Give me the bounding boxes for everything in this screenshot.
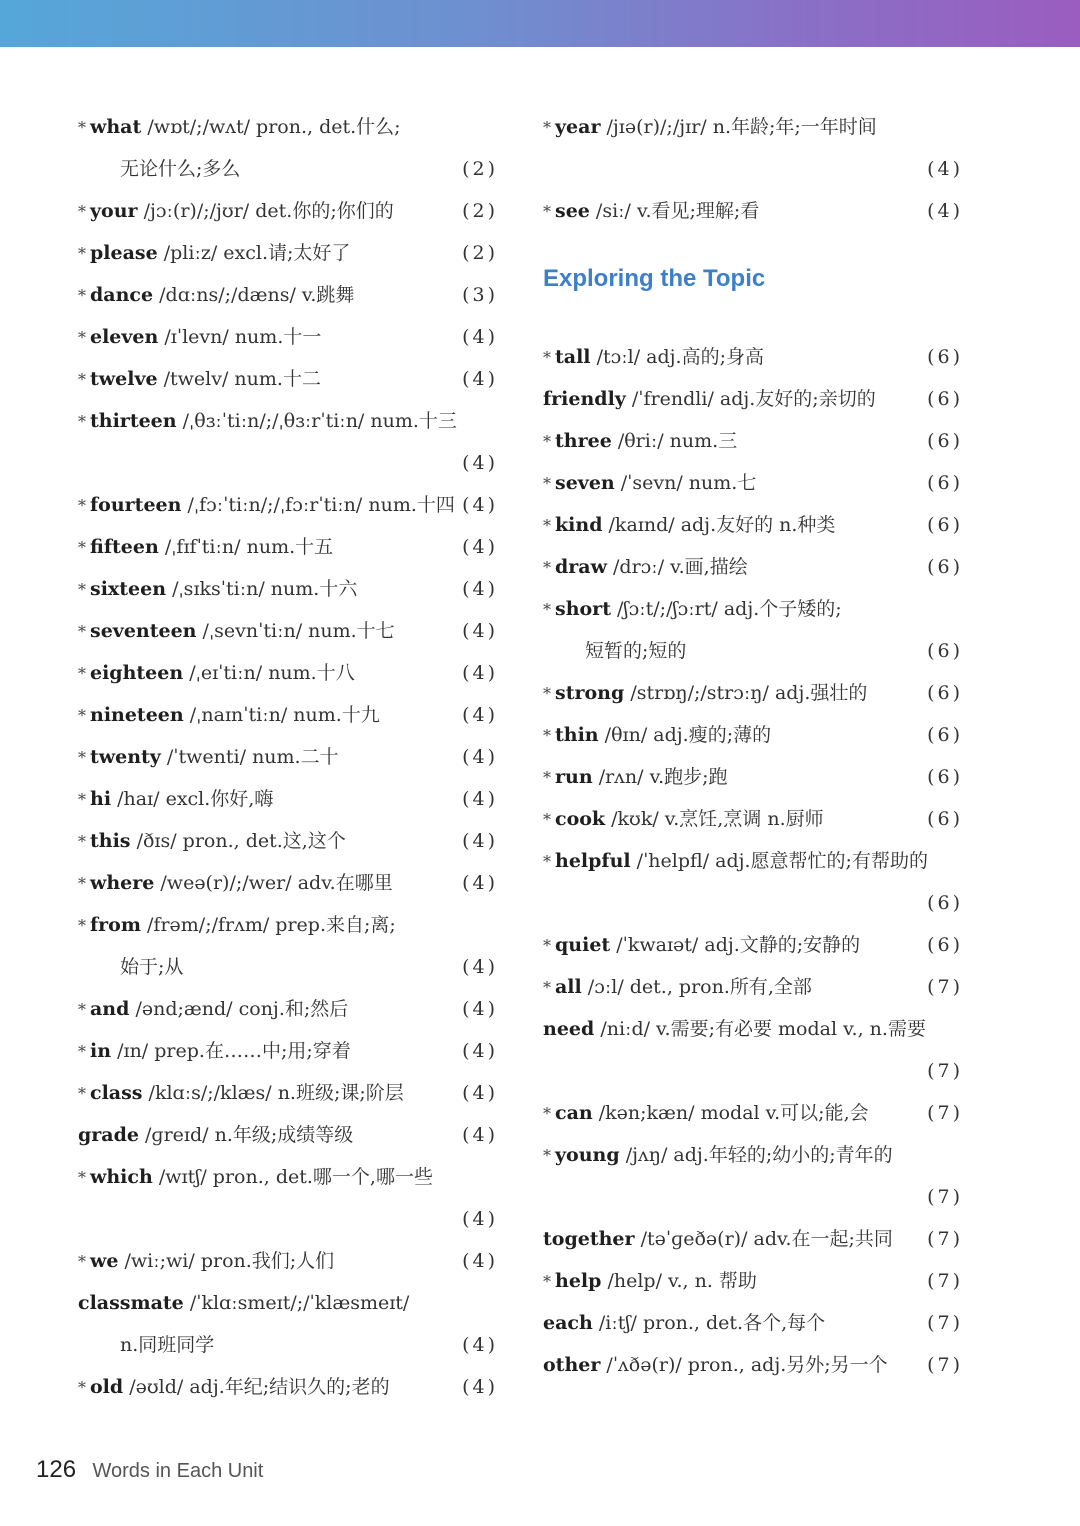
headword: strong (555, 682, 625, 704)
vocab-entry (543, 462, 963, 504)
vocab-entry (543, 798, 963, 840)
header-band (0, 0, 1080, 47)
definition: /jɔː(r)/;/jʊr/ det.你的;你们的 (143, 200, 394, 222)
definition: /tɔːl/ adj.高的;身高 (596, 346, 764, 368)
entry-continuation-text: 始于;从 (120, 956, 184, 978)
vocab-entry (78, 610, 498, 652)
vocab-entry (543, 672, 963, 714)
star-marker: * (78, 118, 86, 137)
headword: thirteen (90, 410, 177, 432)
star-marker: * (543, 348, 551, 367)
star-marker: * (543, 432, 551, 451)
star-marker: * (78, 370, 86, 389)
unit-number: (7) (927, 1354, 963, 1376)
unit-number: (6) (927, 682, 963, 704)
vocab-entry (78, 988, 498, 1030)
entry-continuation (78, 946, 498, 988)
vocab-entry (78, 736, 498, 778)
unit-number: (4) (462, 662, 498, 684)
definition: /ˈklɑːsmeɪt/;/ˈklæsmeɪt/ (189, 1292, 410, 1314)
headword: from (90, 914, 141, 936)
vocab-entry (78, 1030, 498, 1072)
entry-continuation (78, 148, 498, 190)
vocab-entry (78, 904, 498, 946)
definition: /niːd/ v.需要;有必要 modal v., n.需要 (600, 1018, 926, 1040)
unit-number: (4) (462, 578, 498, 600)
definition: /ɡreɪd/ n.年级;成绩等级 (145, 1124, 354, 1146)
definition: /ˈʌðə(r)/ pron., adj.另外;另一个 (606, 1354, 888, 1376)
vocab-entry (78, 694, 498, 736)
vocab-entry (543, 840, 963, 882)
unit-number: (4) (462, 536, 498, 558)
headword: see (555, 200, 590, 222)
definition: /ɔːl/ det., pron.所有,全部 (587, 976, 812, 998)
star-marker: * (78, 832, 86, 851)
star-marker: * (543, 202, 551, 221)
vocab-entry (543, 504, 963, 546)
vocab-entry (78, 190, 498, 232)
vocab-entry (78, 778, 498, 820)
unit-number: (6) (927, 472, 963, 494)
headword: hi (90, 788, 112, 810)
headword: cook (555, 808, 606, 830)
definition: /ɪˈlevn/ num.十一 (164, 326, 322, 348)
definition: /ʃɔːt/;/ʃɔːrt/ adj.个子矮的; (617, 598, 842, 620)
vocab-entry (543, 1092, 963, 1134)
definition: /drɔː/ v.画,描绘 (613, 556, 748, 578)
star-marker: * (78, 1042, 86, 1061)
headword: we (90, 1250, 119, 1272)
headword: quiet (555, 934, 611, 956)
definition: /jɪə(r)/;/jɪr/ n.年龄;年;一年时间 (606, 116, 877, 138)
headword: which (90, 1166, 153, 1188)
entry-continuation (543, 882, 963, 924)
star-marker: * (78, 622, 86, 641)
star-marker: * (543, 810, 551, 829)
star-marker: * (78, 538, 86, 557)
unit-number: (7) (927, 1186, 963, 1208)
star-marker: * (543, 1104, 551, 1123)
unit-number: (6) (927, 430, 963, 452)
vocab-entry (78, 1114, 498, 1156)
vocab-entry (543, 924, 963, 966)
vocab-entry (543, 336, 963, 378)
vocab-entry (78, 484, 498, 526)
unit-number: (4) (462, 1124, 498, 1146)
headword: can (555, 1102, 593, 1124)
definition: /pliːz/ excl.请;太好了 (163, 242, 351, 264)
unit-number: (6) (927, 640, 963, 662)
star-marker: * (78, 244, 86, 263)
vocab-entry (78, 232, 498, 274)
definition: /ənd;ænd/ conj.和;然后 (135, 998, 349, 1020)
definition: /rʌn/ v.跑步;跑 (598, 766, 728, 788)
definition: /ˈtwenti/ num.二十 (166, 746, 339, 768)
star-marker: * (78, 328, 86, 347)
headword: short (555, 598, 611, 620)
entry-continuation (543, 1176, 963, 1218)
definition: /kʊk/ v.烹饪,烹调 n.厨师 (611, 808, 824, 830)
vocab-entry (78, 400, 498, 442)
vocab-entry (543, 756, 963, 798)
star-marker: * (78, 1168, 86, 1187)
star-marker: * (543, 684, 551, 703)
vocab-entry (78, 316, 498, 358)
star-marker: * (78, 1000, 86, 1019)
definition: /ˌθɜːˈtiːn/;/ˌθɜːrˈtiːn/ num.十三 (182, 410, 457, 432)
definition: /ðɪs/ pron., det.这,这个 (136, 830, 346, 852)
headword: this (90, 830, 131, 852)
definition: /wɒt/;/wʌt/ pron., det.什么; (147, 116, 401, 138)
unit-number: (4) (462, 956, 498, 978)
unit-number: (4) (927, 158, 963, 180)
unit-number: (7) (927, 1228, 963, 1250)
star-marker: * (543, 516, 551, 535)
definition: /wiː;wi/ pron.我们;人们 (124, 1250, 335, 1272)
star-marker: * (78, 1252, 86, 1271)
headword: dance (90, 284, 154, 306)
vocab-entry (543, 1134, 963, 1176)
vocab-entry (78, 568, 498, 610)
star-marker: * (78, 580, 86, 599)
headword: three (555, 430, 612, 452)
unit-number: (4) (462, 368, 498, 390)
entry-continuation (543, 1050, 963, 1092)
vocab-entry (78, 1366, 498, 1408)
left-column (78, 106, 498, 1408)
vocab-entry (543, 1218, 963, 1260)
definition: /ˌsevnˈtiːn/ num.十七 (202, 620, 395, 642)
star-marker: * (543, 852, 551, 871)
definition: /kən;kæn/ modal v.可以;能,会 (598, 1102, 869, 1124)
vocab-entry (78, 1282, 498, 1324)
unit-number: (7) (927, 1270, 963, 1292)
unit-number: (4) (462, 1250, 498, 1272)
headword: eleven (90, 326, 159, 348)
headword: fourteen (90, 494, 182, 516)
headword: seventeen (90, 620, 197, 642)
unit-number: (6) (927, 724, 963, 746)
definition: /klɑːs/;/klæs/ n.班级;课;阶层 (148, 1082, 404, 1104)
star-marker: * (543, 118, 551, 137)
definition: /kaɪnd/ adj.友好的 n.种类 (608, 514, 836, 536)
headword: what (90, 116, 142, 138)
section-heading: Exploring the Topic (543, 265, 766, 292)
star-marker: * (78, 202, 86, 221)
unit-number: (6) (927, 514, 963, 536)
unit-number: (4) (462, 788, 498, 810)
vocab-entry (543, 1302, 963, 1344)
star-marker: * (543, 558, 551, 577)
unit-number: (2) (462, 242, 498, 264)
unit-number: (4) (462, 704, 498, 726)
unit-number: (2) (462, 158, 498, 180)
entry-continuation-text: n.同班同学 (120, 1334, 215, 1356)
star-marker: * (78, 916, 86, 935)
definition: /ˈfrendli/ adj.友好的;亲切的 (631, 388, 876, 410)
definition: /twelv/ num.十二 (163, 368, 321, 390)
vocab-entry (543, 588, 963, 630)
star-marker: * (543, 726, 551, 745)
star-marker: * (78, 1378, 86, 1397)
star-marker: * (543, 474, 551, 493)
vocab-entry (543, 966, 963, 1008)
definition: /ɪn/ prep.在……中;用;穿着 (117, 1040, 351, 1062)
unit-number: (4) (462, 872, 498, 894)
definition: /ˌeɪˈtiːn/ num.十八 (189, 662, 355, 684)
headword: twenty (90, 746, 161, 768)
unit-number: (4) (462, 746, 498, 768)
vocab-entry (78, 1240, 498, 1282)
star-marker: * (78, 496, 86, 515)
vocab-entry (543, 714, 963, 756)
headword: sixteen (90, 578, 167, 600)
definition: /θriː/ num.三 (617, 430, 738, 452)
vocab-entry (543, 546, 963, 588)
unit-number: (4) (462, 830, 498, 852)
unit-number: (6) (927, 556, 963, 578)
right-column (543, 106, 963, 1386)
headword: each (543, 1312, 593, 1334)
page-footer (36, 1454, 263, 1486)
star-marker: * (543, 978, 551, 997)
definition: /ˌsɪksˈtiːn/ num.十六 (172, 578, 358, 600)
unit-number: (6) (927, 766, 963, 788)
headword: together (543, 1228, 635, 1250)
headword: your (90, 200, 138, 222)
unit-number: (6) (927, 934, 963, 956)
definition: /ˈhelpfl/ adj.愿意帮忙的;有帮助的 (636, 850, 928, 872)
definition: /siː/ v.看见;理解;看 (595, 200, 760, 222)
headword: run (555, 766, 593, 788)
star-marker: * (543, 1146, 551, 1165)
headword: thin (555, 724, 599, 746)
vocab-entry (78, 1156, 498, 1198)
unit-number: (4) (462, 1082, 498, 1104)
headword: seven (555, 472, 615, 494)
star-marker: * (543, 1272, 551, 1291)
unit-number: (6) (927, 892, 963, 914)
star-marker: * (78, 706, 86, 725)
unit-number: (4) (462, 998, 498, 1020)
vocab-entry (543, 106, 963, 148)
entry-continuation (78, 1324, 498, 1366)
headword: nineteen (90, 704, 184, 726)
unit-number: (6) (927, 808, 963, 830)
headword: twelve (90, 368, 158, 390)
definition: /ˌnaɪnˈtiːn/ num.十九 (189, 704, 380, 726)
entry-continuation-text: 无论什么;多么 (120, 158, 241, 180)
vocab-entry (78, 652, 498, 694)
headword: need (543, 1018, 595, 1040)
unit-number: (4) (462, 326, 498, 348)
definition: /frəm/;/frʌm/ prep.来自;离; (147, 914, 396, 936)
unit-number: (4) (462, 494, 498, 516)
headword: tall (555, 346, 591, 368)
unit-number: (4) (462, 1376, 498, 1398)
entry-continuation (543, 630, 963, 672)
headword: fifteen (90, 536, 159, 558)
star-marker: * (78, 664, 86, 683)
entry-continuation (78, 442, 498, 484)
headword: friendly (543, 388, 626, 410)
headword: year (555, 116, 601, 138)
definition: /θɪn/ adj.瘦的;薄的 (604, 724, 772, 746)
headword: all (555, 976, 582, 998)
entry-continuation (543, 148, 963, 190)
vocab-entry (543, 1344, 963, 1386)
definition: /ˈkwaɪət/ adj.文静的;安静的 (616, 934, 861, 956)
unit-number: (6) (927, 388, 963, 410)
unit-number: (7) (927, 1102, 963, 1124)
headword: where (90, 872, 155, 894)
unit-number: (2) (462, 200, 498, 222)
unit-number: (4) (927, 200, 963, 222)
vocab-entry (543, 190, 963, 232)
headword: draw (555, 556, 607, 578)
headword: help (555, 1270, 602, 1292)
star-marker: * (78, 412, 86, 431)
definition: /help/ v., n. 帮助 (607, 1270, 757, 1292)
page-number: 126 (36, 1456, 77, 1483)
vocab-entry (78, 526, 498, 568)
footer-label: Words in Each Unit (92, 1460, 264, 1482)
definition: /wɪtʃ/ pron., det.哪一个,哪一些 (158, 1166, 433, 1188)
headword: eighteen (90, 662, 184, 684)
headword: helpful (555, 850, 631, 872)
star-marker: * (78, 874, 86, 893)
entry-continuation-text: 短暂的;短的 (585, 640, 687, 662)
headword: grade (78, 1124, 139, 1146)
definition: /ˌfɪfˈtiːn/ num.十五 (164, 536, 334, 558)
definition: /jʌŋ/ adj.年轻的;幼小的;青年的 (625, 1144, 893, 1166)
definition: /təˈɡeðə(r)/ adv.在一起;共同 (640, 1228, 893, 1250)
definition: /əʊld/ adj.年纪;结识久的;老的 (129, 1376, 390, 1398)
unit-number: (7) (927, 976, 963, 998)
headword: in (90, 1040, 112, 1062)
unit-number: (7) (927, 1060, 963, 1082)
unit-number: (4) (462, 1040, 498, 1062)
headword: class (90, 1082, 143, 1104)
definition: /ˌfɔːˈtiːn/;/ˌfɔːrˈtiːn/ num.十四 (187, 494, 455, 516)
headword: and (90, 998, 130, 1020)
definition: /ˈsevn/ num.七 (620, 472, 757, 494)
definition: /iːtʃ/ pron., det.各个,每个 (598, 1312, 826, 1334)
unit-number: (7) (927, 1312, 963, 1334)
headword: classmate (78, 1292, 184, 1314)
unit-number: (4) (462, 1334, 498, 1356)
definition: /dɑːns/;/dæns/ v.跳舞 (159, 284, 355, 306)
headword: old (90, 1376, 124, 1398)
vocab-entry (78, 820, 498, 862)
vocab-entry (78, 862, 498, 904)
headword: please (90, 242, 158, 264)
definition: /haɪ/ excl.你好,嗨 (117, 788, 274, 810)
star-marker: * (78, 286, 86, 305)
vocab-entry (78, 274, 498, 316)
unit-number: (4) (462, 620, 498, 642)
unit-number: (3) (462, 284, 498, 306)
vocab-entry (543, 1008, 963, 1050)
vocab-entry (78, 106, 498, 148)
star-marker: * (543, 936, 551, 955)
entry-continuation (78, 1198, 498, 1240)
headword: other (543, 1354, 601, 1376)
vocab-entry (543, 1260, 963, 1302)
vocab-entry (543, 378, 963, 420)
vocab-entry (78, 358, 498, 400)
star-marker: * (78, 790, 86, 809)
unit-number: (4) (462, 1208, 498, 1230)
star-marker: * (78, 748, 86, 767)
unit-number: (4) (462, 452, 498, 474)
star-marker: * (78, 1084, 86, 1103)
definition: /strɒŋ/;/strɔːŋ/ adj.强壮的 (630, 682, 868, 704)
definition: /weə(r)/;/wer/ adv.在哪里 (160, 872, 393, 894)
vocab-entry (543, 420, 963, 462)
vocab-entry (78, 1072, 498, 1114)
headword: young (555, 1144, 620, 1166)
star-marker: * (543, 768, 551, 787)
headword: kind (555, 514, 603, 536)
unit-number: (6) (927, 346, 963, 368)
star-marker: * (543, 600, 551, 619)
